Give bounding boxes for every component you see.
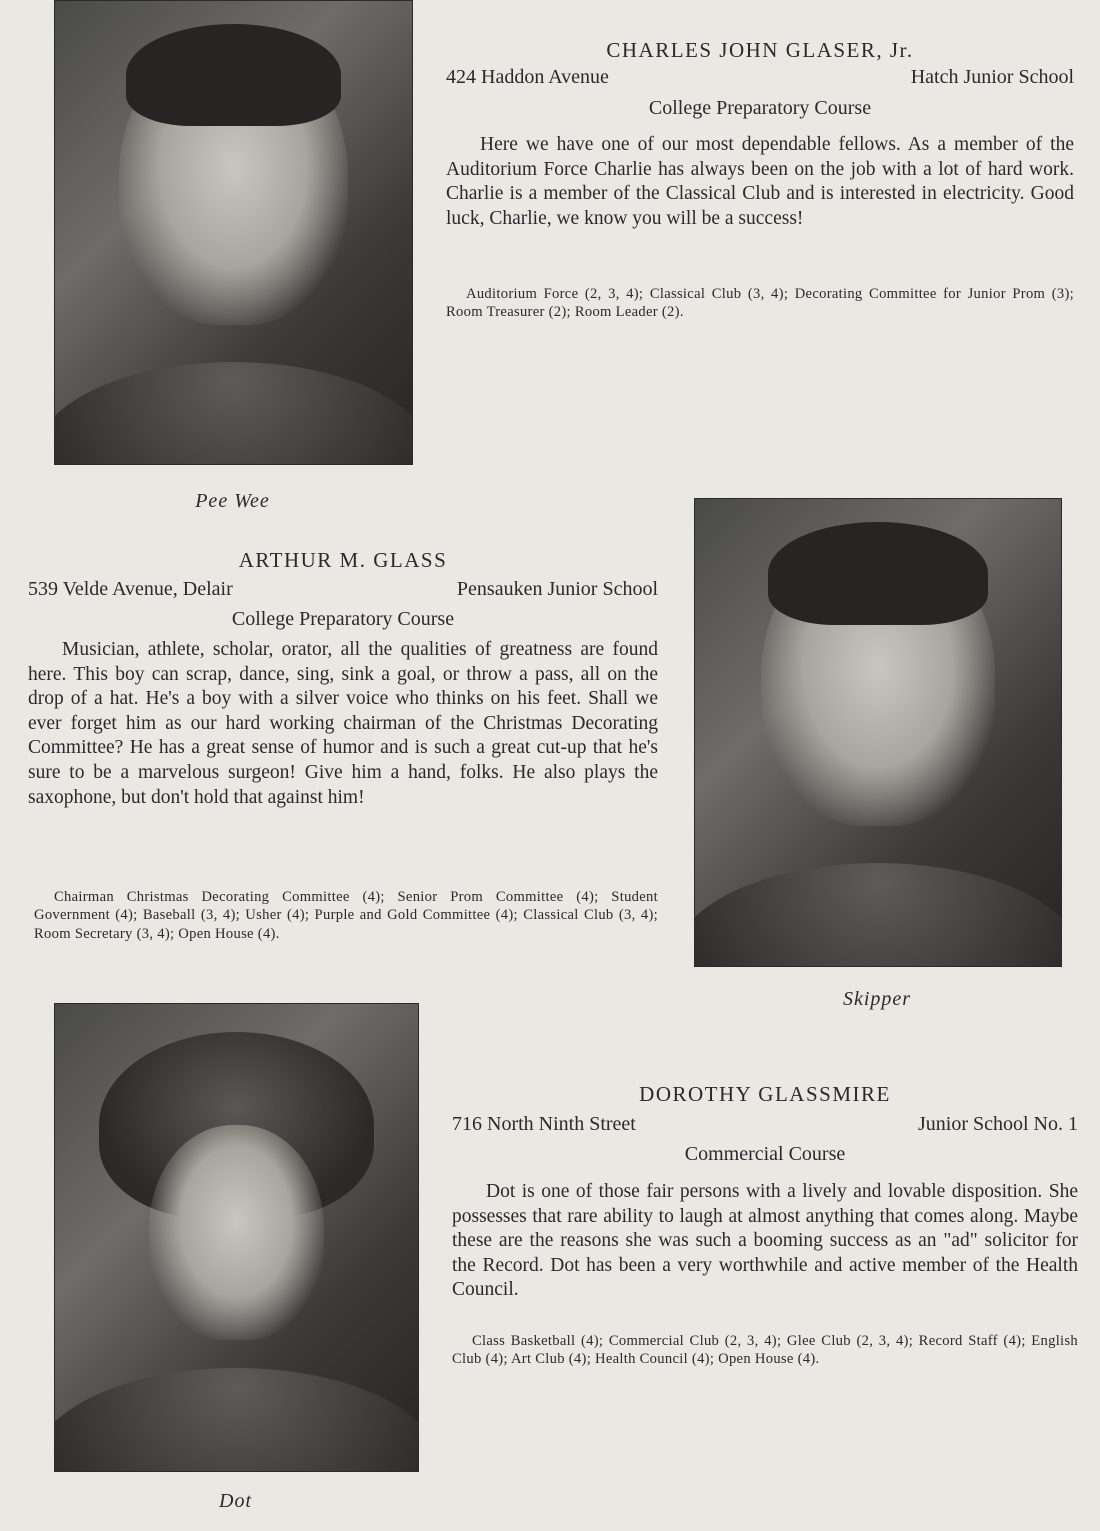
address-row — [452, 1113, 1078, 1136]
student-address: 424 Haddon Avenue — [446, 66, 609, 88]
student-bio: Musician, athlete, scholar, orator, all the qualities of greatness are found here. This boy can scrap, dance, sing, sink a goal, or throw a pass, all on the drop of a hat. He's a boy with a silver voice who thinks on his feet. Shall we ever forget him as our hard working chairman of the Christmas Decorating Committee? He has a great sense of humor and is such a great cut-up that he's sure to be a marvelous surgeon! Give him a hand, folks. He also plays the saxophone, but don't hold that against him! — [28, 639, 658, 808]
address-row — [28, 578, 658, 601]
student-name: CHARLES JOHN GLASER, Jr. — [606, 38, 914, 62]
portrait-photo-charles-glaser — [54, 0, 413, 465]
portrait-photo-dorothy-glassmire — [54, 1003, 419, 1472]
nickname-caption: Pee Wee — [195, 490, 270, 512]
junior-school: Hatch Junior School — [910, 66, 1074, 88]
activities-list: Chairman Christmas Decorating Committee (4); Senior Prom Committee (4); Student Government (4); Baseball (3, 4); Usher (4); Purple and Gold Committee (4); Classical Club (3, 4); Room Secretary (3, 4); Open House (4). — [34, 889, 658, 942]
portrait-photo-arthur-glass — [694, 498, 1062, 967]
junior-school: Junior School No. 1 — [918, 1113, 1078, 1135]
student-address: 539 Velde Avenue, Delair — [28, 578, 233, 600]
student-address: 716 North Ninth Street — [452, 1113, 636, 1135]
junior-school: Pensauken Junior School — [456, 578, 658, 600]
student-bio: Here we have one of our most dependable fellows. As a member of the Auditorium Force Charlie has always been on the job with a lot of hard work. Charlie is a member of the Classical Club and is interested in electricity. Good luck, Charlie, we know you will be a success! — [446, 134, 1074, 229]
course-name: Commercial Course — [684, 1143, 846, 1165]
nickname-caption: Skipper — [842, 988, 912, 1010]
course-name: College Preparatory Course — [231, 608, 455, 630]
course-name: College Preparatory Course — [648, 97, 872, 119]
student-name: ARTHUR M. GLASS — [238, 548, 448, 572]
activities-list: Class Basketball (4); Commercial Club (2, 3, 4); Glee Club (2, 3, 4); Record Staff (4); English Club (4); Art Club (4); Health Council (4); Open House (4). — [452, 1333, 1078, 1368]
student-name: DOROTHY GLASSMIRE — [639, 1082, 891, 1106]
activities-list: Auditorium Force (2, 3, 4); Classical Club (3, 4); Decorating Committee for Junior Prom (3); Room Treasurer (2); Room Leader (2). — [446, 286, 1074, 321]
address-row — [446, 66, 1074, 89]
student-bio: Dot is one of those fair persons with a lively and lovable disposition. She possesses that rare ability to laugh at almost anything that comes along. Maybe these are the reasons she was such a booming success as an "ad" solicitor for the Record. Dot has been a very worthwhile and active member of the Health Council. — [452, 1181, 1078, 1301]
nickname-caption: Dot — [219, 1490, 252, 1512]
